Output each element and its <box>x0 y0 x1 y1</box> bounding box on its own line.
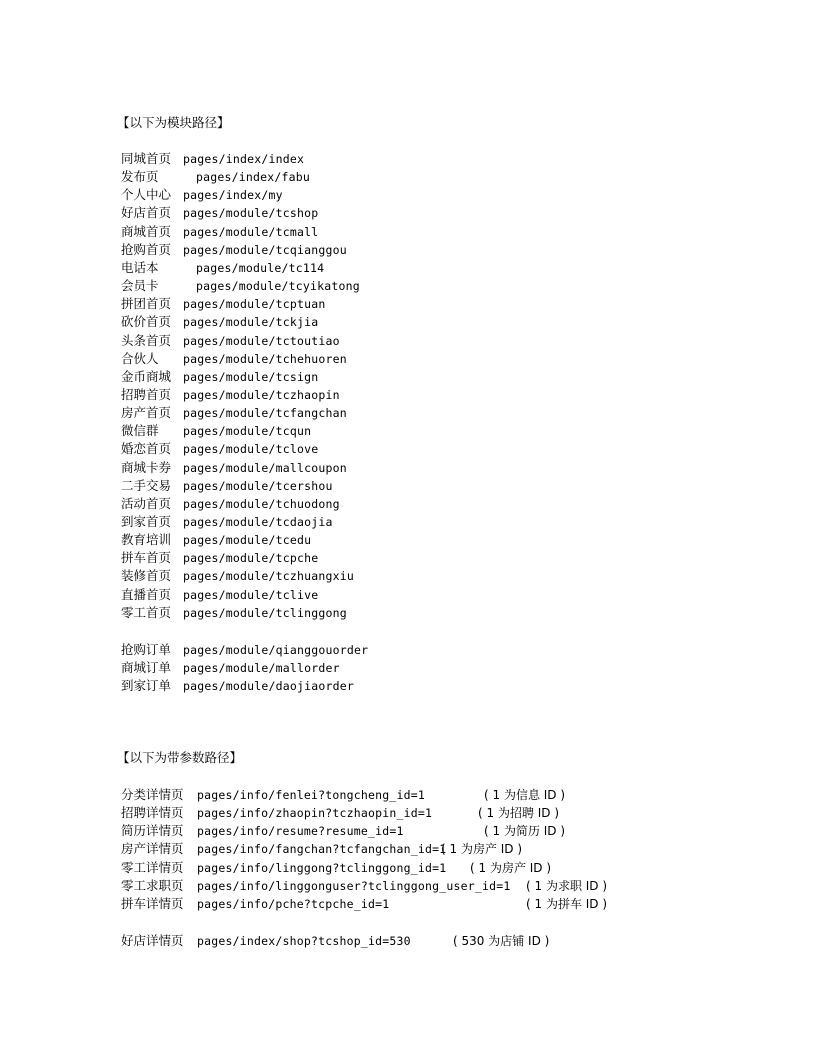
page-name: 二手交易 <box>121 477 172 493</box>
page-name: 房产详情页 <box>121 841 184 857</box>
page-name: 电话本 <box>121 259 159 275</box>
page-name: 零工首页 <box>121 604 172 620</box>
page-path: pages/module/qianggouorder <box>183 643 369 657</box>
page-path: pages/index/my <box>183 188 283 203</box>
page-name: 拼车详情页 <box>121 895 184 911</box>
page-name: 招聘详情页 <box>121 805 184 821</box>
page-name: 装修首页 <box>121 568 172 584</box>
param-note: ( 1 为拼车 ID ) <box>526 896 608 911</box>
page-path: pages/module/tclinggong <box>183 605 347 620</box>
page-name: 拼团首页 <box>121 296 172 312</box>
page-name: 商城卡券 <box>121 459 172 475</box>
page-path: pages/info/fenlei?tongcheng_id=1 <box>197 788 425 802</box>
param-note: ( 530 为店铺 ID ) <box>453 934 550 948</box>
page-name: 招聘首页 <box>121 386 172 402</box>
page-path: pages/module/tcqianggou <box>183 242 347 257</box>
page-name: 抢购首页 <box>121 241 172 257</box>
page-name: 教育培训 <box>121 532 172 548</box>
page-path: pages/module/tcqun <box>183 424 312 439</box>
page-name: 金币商城 <box>121 368 172 384</box>
page-name: 拼车首页 <box>121 550 172 566</box>
page-name: 抢购订单 <box>121 642 172 657</box>
param-note: ( 1 为信息 ID ) <box>484 788 566 802</box>
page-path: pages/module/tcyikatong <box>196 279 360 294</box>
page-name: 到家首页 <box>121 514 172 529</box>
page-path: pages/module/tcsign <box>183 369 319 384</box>
page-path: pages/module/tcpche <box>183 551 319 566</box>
param-note: ( 1 为简历 ID ) <box>484 824 566 839</box>
page-name: 婚恋首页 <box>121 441 172 457</box>
page-path: pages/index/fabu <box>196 170 310 185</box>
page-path: pages/module/tcfangchan <box>183 406 347 421</box>
page-path: pages/module/tchuodong <box>183 496 340 511</box>
page-path: pages/module/tcershou <box>183 478 333 493</box>
page-name: 发布页 <box>121 169 159 185</box>
page-path: pages/module/tczhuangxiu <box>183 569 354 584</box>
page-path: pages/module/tclive <box>183 587 319 602</box>
page-path: pages/module/tclove <box>183 442 319 457</box>
page-name: 零工详情页 <box>121 859 184 875</box>
page-path: pages/info/pche?tcpche_id=1 <box>197 896 390 911</box>
section-heading-params: 【以下为带参数路径】 <box>117 750 243 765</box>
page-path: pages/module/tczhaopin <box>183 387 340 402</box>
page-name: 零工求职页 <box>121 877 184 893</box>
page-name: 头条首页 <box>121 332 172 348</box>
page-name: 商城首页 <box>121 223 172 239</box>
page-path: pages/module/tcdaojia <box>183 515 333 529</box>
page-name: 房产首页 <box>121 405 172 421</box>
page-path: pages/index/shop?tcshop_id=530 <box>197 934 411 948</box>
page-path: pages/module/daojiaorder <box>183 679 354 694</box>
section-heading-modules: 【以下为模块路径】 <box>117 115 230 130</box>
page-path: pages/module/tcshop <box>183 206 319 221</box>
page-path: pages/info/linggonguser?tclinggong_user_id=1 <box>197 878 511 893</box>
page-path: pages/module/tcptuan <box>183 297 326 312</box>
page-name: 直播首页 <box>121 586 172 602</box>
page-name: 同城首页 <box>121 151 172 166</box>
page-name: 会员卡 <box>121 278 159 294</box>
page-path: pages/info/fangchan?tcfangchan_id=1 <box>197 842 447 857</box>
page-path: pages/module/tctoutiao <box>183 333 340 348</box>
page-path: pages/info/zhaopin?tczhaopin_id=1 <box>197 806 433 821</box>
page-path: pages/info/linggong?tclinggong_id=1 <box>197 860 447 875</box>
page-name: 个人中心 <box>121 187 172 203</box>
page-path: pages/info/resume?resume_id=1 <box>197 824 404 839</box>
param-note: ( 1 为房产 ID ) <box>441 842 523 857</box>
page-name: 合伙人 <box>121 350 159 366</box>
page-path: pages/module/tcedu <box>183 533 312 548</box>
page-path: pages/module/mallorder <box>183 661 340 676</box>
page-name: 商城订单 <box>121 660 172 676</box>
page-path: pages/module/tchehuoren <box>183 351 347 366</box>
page-path: pages/module/tcmall <box>183 224 319 239</box>
param-note: ( 1 为求职 ID ) <box>526 878 608 893</box>
page-path: pages/module/mallcoupon <box>183 460 347 475</box>
page-name: 好店详情页 <box>121 933 184 948</box>
page-name: 到家订单 <box>121 678 172 694</box>
page-name: 分类详情页 <box>121 787 184 802</box>
param-note: ( 1 为房产 ID ) <box>470 860 552 875</box>
page-name: 简历详情页 <box>121 823 184 839</box>
page-name: 砍价首页 <box>121 314 172 330</box>
page-path: pages/module/tc114 <box>196 260 325 275</box>
page-name: 好店首页 <box>121 205 172 221</box>
page-name: 活动首页 <box>121 495 172 511</box>
page-name: 微信群 <box>121 423 159 439</box>
param-note: ( 1 为招聘 ID ) <box>478 806 560 821</box>
page-path: pages/index/index <box>183 152 305 166</box>
page-path: pages/module/tckjia <box>183 315 319 330</box>
